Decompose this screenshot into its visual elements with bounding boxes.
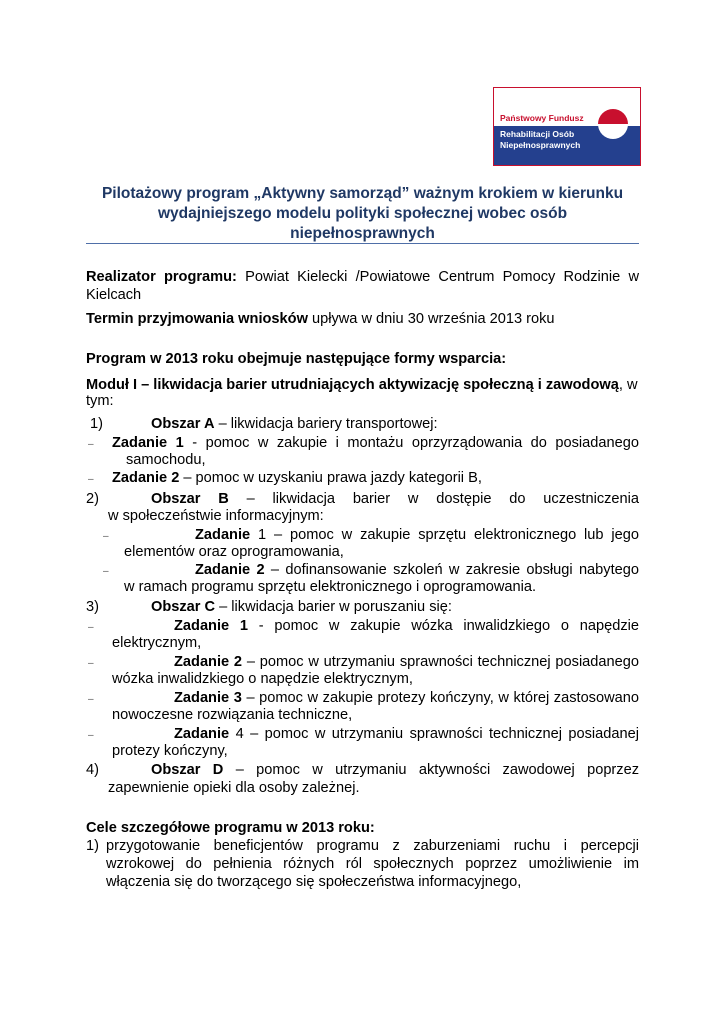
zadanie-text: – pomoc w zakupie protezy kończyny, w której zastosowano: [246, 690, 639, 706]
obszar-c-text: – likwidacja barier w poruszaniu się:: [219, 599, 452, 615]
dash-bullet: –: [88, 658, 94, 669]
title-divider: [86, 243, 639, 244]
title-line3: niepełnosprawnych: [290, 225, 435, 242]
obszar-a-label: Obszar A: [151, 416, 215, 432]
realizator-label: Realizator programu:: [86, 269, 237, 285]
obszar-b-text: – likwidacja barier w dostępie do uczestniczenia: [246, 491, 640, 507]
obszar-b-zadanie1: [195, 527, 639, 544]
zadanie-text: 1 – pomoc w zakupie sprzętu elektronicznego lub jego: [258, 527, 639, 543]
cele-number: 1): [86, 838, 99, 854]
obszar-c-zadanie3-cont: nowoczesne rozwiązania techniczne,: [112, 707, 353, 723]
realizator-text: Powiat Kielecki /Powiatowe Centrum Pomocy Rodzinie w: [245, 269, 639, 285]
realizator-line1: [86, 269, 639, 286]
dash-bullet: –: [88, 730, 94, 741]
obszar-b-label: Obszar B: [151, 491, 229, 507]
obszar-b-line2: w społeczeństwie informacyjnym:: [108, 508, 324, 524]
pfron-logo: [493, 87, 641, 166]
logo-text-line2b: Niepełnosprawnych: [500, 140, 581, 150]
obszar-d-line: [151, 762, 639, 779]
obszar-c-label: Obszar C: [151, 599, 216, 615]
zadanie-label: Zadanie 3: [174, 690, 242, 706]
obszar-c-zadanie3: [174, 690, 639, 707]
termin-line: [86, 311, 555, 328]
zadanie-text: – dofinansowanie szkoleń w zakresie obsługi nabytego: [270, 562, 639, 578]
termin-label: Termin przyjmowania wniosków: [86, 311, 308, 327]
cele-line1: przygotowanie beneficjentów programu z zaburzeniami ruchu i percepcji: [106, 838, 639, 854]
dash-bullet: –: [88, 622, 94, 633]
zadanie-label: Zadanie: [195, 527, 251, 543]
zadanie-label: Zadanie 2: [174, 654, 243, 670]
termin-text: upływa w dniu 30 września 2013 roku: [311, 311, 555, 327]
program-heading-text: Program w 2013 roku obejmuje następujące formy wsparcia:: [86, 351, 507, 367]
zadanie-text: - pomoc w zakupie i montażu oprzyrządowania do posiadanego: [192, 435, 639, 451]
zadanie-label: Zadanie: [174, 726, 230, 742]
obszar-c-zadanie2-cont: wózka inwalidzkiego o napędzie elektrycznym,: [112, 671, 413, 687]
cele-heading: [86, 820, 375, 837]
zadanie-text: - pomoc w zakupie wózka inwalidzkiego o napędzie: [258, 618, 639, 634]
obszar-a-zadanie1: [112, 435, 639, 452]
obszar-a-line: [151, 416, 438, 433]
modul-line1: [86, 377, 638, 394]
obszar-b-zadanie2: [195, 562, 639, 579]
obszar-a-zadanie1-cont: samochodu,: [126, 452, 206, 468]
program-heading: [86, 351, 506, 368]
zadanie-label: Zadanie 1: [174, 618, 249, 634]
obszar-c-zadanie2: [174, 654, 639, 671]
logo-text-line1: Państwowy Fundusz: [500, 113, 584, 123]
obszar-c-zadanie1-cont: elektrycznym,: [112, 635, 202, 651]
realizator-line2: Kielcach: [86, 287, 142, 303]
obszar-c-line: [151, 599, 452, 616]
title-line1: Pilotażowy program „Aktywny samorząd” ważnym krokiem w kierunku: [101, 185, 624, 202]
obszar-d-text: – pomoc w utrzymaniu aktywności zawodowej poprzez: [235, 762, 640, 778]
obszar-a-zadanie2: [112, 470, 482, 487]
title-line2: wydajniejszego modelu polityki społecznej wobec osób: [157, 205, 568, 222]
dash-bullet: –: [88, 474, 94, 485]
dash-bullet: –: [103, 566, 109, 577]
logo-text-line2: [500, 129, 580, 151]
logo-circle-icon: [598, 109, 628, 139]
page-title: [86, 184, 639, 244]
logo-text-line2a: Rehabilitacji Osób: [500, 129, 575, 139]
dash-bullet: –: [103, 531, 109, 542]
zadanie-label: Zadanie 2: [195, 562, 265, 578]
obszar-d-number: 4): [86, 762, 99, 778]
zadanie-text: – pomoc w uzyskaniu prawa jazdy kategorii B,: [183, 470, 482, 486]
obszar-b-zadanie2-cont: w ramach programu sprzętu elektronicznego i oprogramowania.: [124, 579, 537, 595]
dash-bullet: –: [88, 694, 94, 705]
obszar-b-number: 2): [86, 491, 99, 507]
cele-line2: wzrokowej do pełnienia różnych ról społecznych poprzez umożliwienie im: [106, 856, 639, 872]
cele-heading-text: Cele szczegółowe programu w 2013 roku:: [86, 820, 375, 836]
zadanie-label: Zadanie 1: [112, 435, 184, 451]
zadanie-text: – pomoc w utrzymaniu sprawności technicznej posiadanego: [246, 654, 639, 670]
cele-line3: włączenia się do tworzącego się społeczeństwa informacyjnego,: [106, 874, 522, 890]
obszar-c-zadanie4: [174, 726, 639, 743]
obszar-c-zadanie4-cont: protezy kończyny,: [112, 743, 228, 759]
obszar-c-zadanie1: [174, 618, 639, 635]
zadanie-text: 4 – pomoc w utrzymaniu sprawności technicznej posiadanej: [235, 726, 640, 742]
modul-title: Moduł I – likwidacja barier utrudniających aktywizację społeczną i zawodową: [86, 377, 619, 393]
dash-bullet: –: [88, 439, 94, 450]
obszar-c-number: 3): [86, 599, 99, 615]
modul-line2: tym:: [86, 393, 114, 409]
obszar-a-text: – likwidacja bariery transportowej:: [218, 416, 438, 432]
obszar-d-line2: zapewnienie opieki dla osoby zależnej.: [108, 780, 360, 796]
obszar-d-label: Obszar D: [151, 762, 224, 778]
obszar-a-number: 1): [90, 416, 103, 432]
modul-rest: , w: [618, 377, 638, 393]
obszar-b-zadanie1-cont: elementów oraz oprogramowania,: [124, 544, 344, 560]
obszar-b-line: [151, 491, 639, 508]
zadanie-label: Zadanie 2: [112, 470, 180, 486]
